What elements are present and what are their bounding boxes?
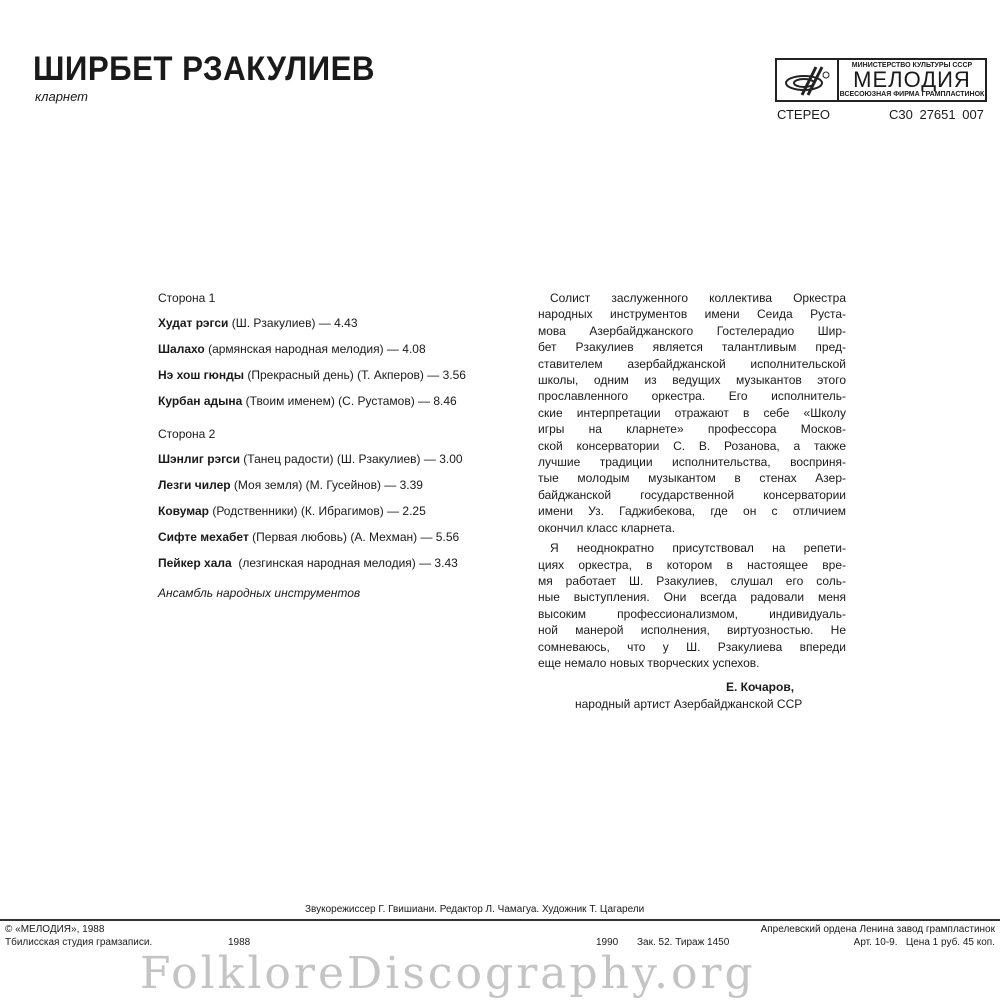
notes-author-title: народный артист Азербайджанской ССР (575, 697, 803, 711)
record-year: 1988 (228, 937, 251, 948)
melodiya-logo (775, 58, 987, 102)
track-item (158, 556, 458, 570)
track-item (158, 478, 423, 492)
track-item (158, 394, 457, 408)
price: Арт. 10-9. Цена 1 руб. 45 коп. (853, 937, 995, 948)
watermark: FolkloreDiscography.org (140, 948, 756, 999)
label-name: МЕЛОДИЯ (853, 67, 971, 92)
copyright: © «МЕЛОДИЯ», 1988 (5, 924, 105, 935)
label-ministry: МИНИСТЕРСТВО КУЛЬТУРЫ СССР (851, 62, 973, 69)
track-details: (армянская народная мелодия) — 4.08 (204, 342, 426, 356)
side-2-heading: Сторона 2 (158, 427, 216, 441)
production-credits: Звукорежиссер Г. Гвишиани. Редактор Л. Чамагуа. Художник Т. Цагарели (305, 904, 645, 915)
notes-line: народных инструментов имени Сеида Руста- (538, 307, 846, 322)
studio: Тбилисская студия грамзаписи. (5, 937, 153, 948)
notes-line: Солист заслуженного коллектива Оркестра (550, 291, 846, 305)
track-item (158, 368, 466, 382)
notes-line: имени Уз. Гаджибекова, где он с отличием (538, 504, 846, 519)
track-details: (Прекрасный день) (Т. Акперов) — 3.56 (244, 368, 466, 382)
artist-title: ШИРБЕТ РЗАКУЛИЕВ (33, 50, 375, 88)
track-title: Ковумар (158, 504, 209, 518)
track-details: (Ш. Рзакулиев) — 4.43 (228, 316, 358, 330)
track-title: Шэнлиг рэгси (158, 452, 240, 466)
stereo-label: СТЕРЕО (777, 107, 831, 122)
label-firm: ВСЕСОЮЗНАЯ ФИРМА ГРАМПЛАСТИНОК (839, 91, 985, 98)
track-details: (Танец радости) (Ш. Рзакулиев) — 3.00 (239, 452, 463, 466)
ensemble-credit: Ансамбль народных инструментов (158, 586, 361, 600)
notes-line: ной манерой исполнения, виртуозностью. Не (538, 623, 846, 638)
track-title: Шалахо (158, 342, 205, 356)
notes-line: окончил класс кларнета. (538, 520, 676, 535)
notes-line: ской консерватории С. В. Розанова, а также (538, 438, 846, 453)
notes-line: Я неоднократно присутствовал на репети- (550, 541, 846, 556)
notes-line: ные выступления. Они всегда радовали меня (538, 590, 846, 605)
track-details: (Моя земля) (М. Гусейнов) — 3.39 (230, 478, 423, 492)
pressing-plant: Апрелевский ордена Ленина завод грампластинок (760, 924, 995, 935)
track-item (158, 530, 459, 544)
notes-line: игры на кларнете» профессора Москов- (538, 422, 846, 437)
liner-notes (538, 290, 846, 671)
track-item (158, 452, 463, 466)
order-info: Зак. 52. Тираж 1450 (637, 937, 730, 948)
notes-line: еще немало новых творческих успехов. (538, 655, 760, 670)
notes-line: ские интерпретации отражают в себе «Школу (538, 405, 846, 420)
notes-paragraph (538, 290, 846, 536)
notes-line: байджанской государственной консерватории (538, 487, 846, 502)
track-details: (Твоим именем) (С. Рустамов) — 8.46 (242, 394, 457, 408)
track-title: Лезги чилер (158, 478, 231, 492)
track-details: (Первая любовь) (А. Мехман) — 5.56 (248, 530, 460, 544)
track-title: Нэ хош гюнды (158, 368, 245, 382)
side-1-heading: Сторона 1 (158, 291, 216, 305)
notes-line: сомневаюсь, что у Ш. Рзакулиева впереди (538, 639, 846, 654)
notes-line: прославленного оркестра. Его исполнитель- (538, 389, 846, 404)
track-details: (Родственники) (К. Ибрагимов) — 2.25 (208, 504, 426, 518)
notes-line: школы, одним из ведущих музыкантов этого (538, 373, 846, 388)
print-year: 1990 (596, 937, 619, 948)
notes-line: мова Азербайджанского Гостелерадио Шир- (538, 323, 846, 338)
notes-line: тые молодым музыкантом в стенах Азер- (538, 471, 846, 486)
notes-line: мя работает Ш. Рзакулиев, слушал его соль- (538, 573, 846, 588)
notes-line: циях оркестра, в котором в настоящее вре- (538, 557, 846, 572)
instrument-subtitle: кларнет (35, 89, 88, 104)
track-details: (лезгинская народная мелодия) — 3.43 (231, 556, 458, 570)
notes-line: бет Рзакулиев является талантливым пред- (538, 340, 846, 355)
footer-divider (0, 919, 1000, 921)
track-item (158, 316, 358, 330)
track-item (158, 504, 426, 518)
notes-line: высоким профессионализмом, индивидуаль- (538, 606, 846, 621)
track-title: Пейкер хала (158, 556, 232, 570)
catalog-number: С30 27651 007 (889, 107, 984, 122)
notes-line: лучшие традиции исполнительства, восприня- (538, 455, 846, 470)
notes-author: Е. Кочаров, (726, 680, 795, 694)
notes-line: ставителем азербайджанской исполнительской (538, 356, 846, 371)
melodiya-emblem-icon (777, 60, 839, 100)
track-title: Сифте мехабет (158, 530, 249, 544)
notes-paragraph (538, 540, 846, 671)
track-item (158, 342, 426, 356)
track-title: Курбан адына (158, 394, 243, 408)
track-title: Худат рэгси (158, 316, 229, 330)
